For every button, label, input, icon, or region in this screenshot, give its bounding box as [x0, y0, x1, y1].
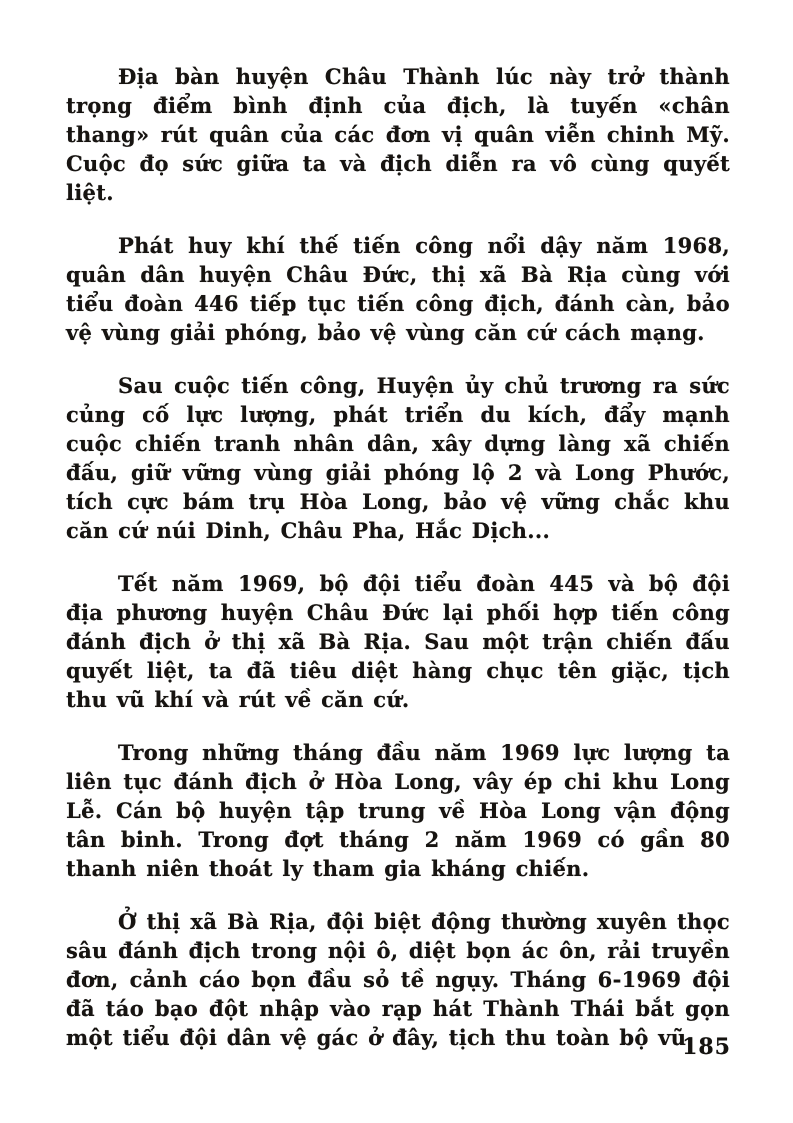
paragraph-3: Sau cuộc tiến công, Huyện ủy chủ trương ra sức củng cố lực lượng, phát triển du kích, đẩy mạnh cuộc chiến tranh nhân dân, xây dựng làng xã chiến đấu, giữ vững vùng giải phóng lộ 2 và Long Phước, tích cực bám trụ Hòa Long, bảo vệ vững chắc khu căn cứ núi Dinh, Châu Pha, Hắc Dịch... [66, 373, 730, 543]
body-text [66, 62, 730, 1076]
paragraph-5: Trong những tháng đầu năm 1969 lực lượng ta liên tục đánh địch ở Hòa Long, vây ép chi khu Long Lễ. Cán bộ huyện tập trung về Hòa Long vận động tân binh. Trong đợt tháng 2 năm 1969 có gần 80 thanh niên thoát ly tham gia kháng chiến. [66, 740, 730, 881]
paragraph-6: Ở thị xã Bà Rịa, đội biệt động thường xuyên thọc sâu đánh địch trong nội ô, diệt bọn ác ôn, rải truyền đơn, cảnh cáo bọn đầu sỏ tề ngụy. Tháng 6-1969 đội đã táo bạo đột nhập vào rạp hát Thành Thái bắt gọn một tiểu đội dân vệ gác ở đây, tịch thu toàn bộ vũ [66, 909, 730, 1050]
paragraph-1: Địa bàn huyện Châu Thành lúc này trở thành trọng điểm bình định của địch, là tuyến «chân thang» rút quân của các đơn vị quân viễn chinh Mỹ. Cuộc đọ sức giữa ta và địch diễn ra vô cùng quyết liệt. [66, 64, 730, 205]
paragraph-4: Tết năm 1969, bộ đội tiểu đoàn 445 và bộ đội địa phương huyện Châu Đức lại phối hợp tiến công đánh địch ở thị xã Bà Rịa. Sau một trận chiến đấu quyết liệt, ta đã tiêu diệt hàng chục tên giặc, tịch thu vũ khí và rút về căn cứ. [66, 571, 730, 712]
paragraph-2: Phát huy khí thế tiến công nổi dậy năm 1968, quân dân huyện Châu Đức, thị xã Bà Rịa cùng với tiểu đoàn 446 tiếp tục tiến công địch, đánh càn, bảo vệ vùng giải phóng, bảo vệ vùng căn cứ cách mạng. [66, 233, 730, 345]
page-number: 185 [682, 1034, 731, 1060]
